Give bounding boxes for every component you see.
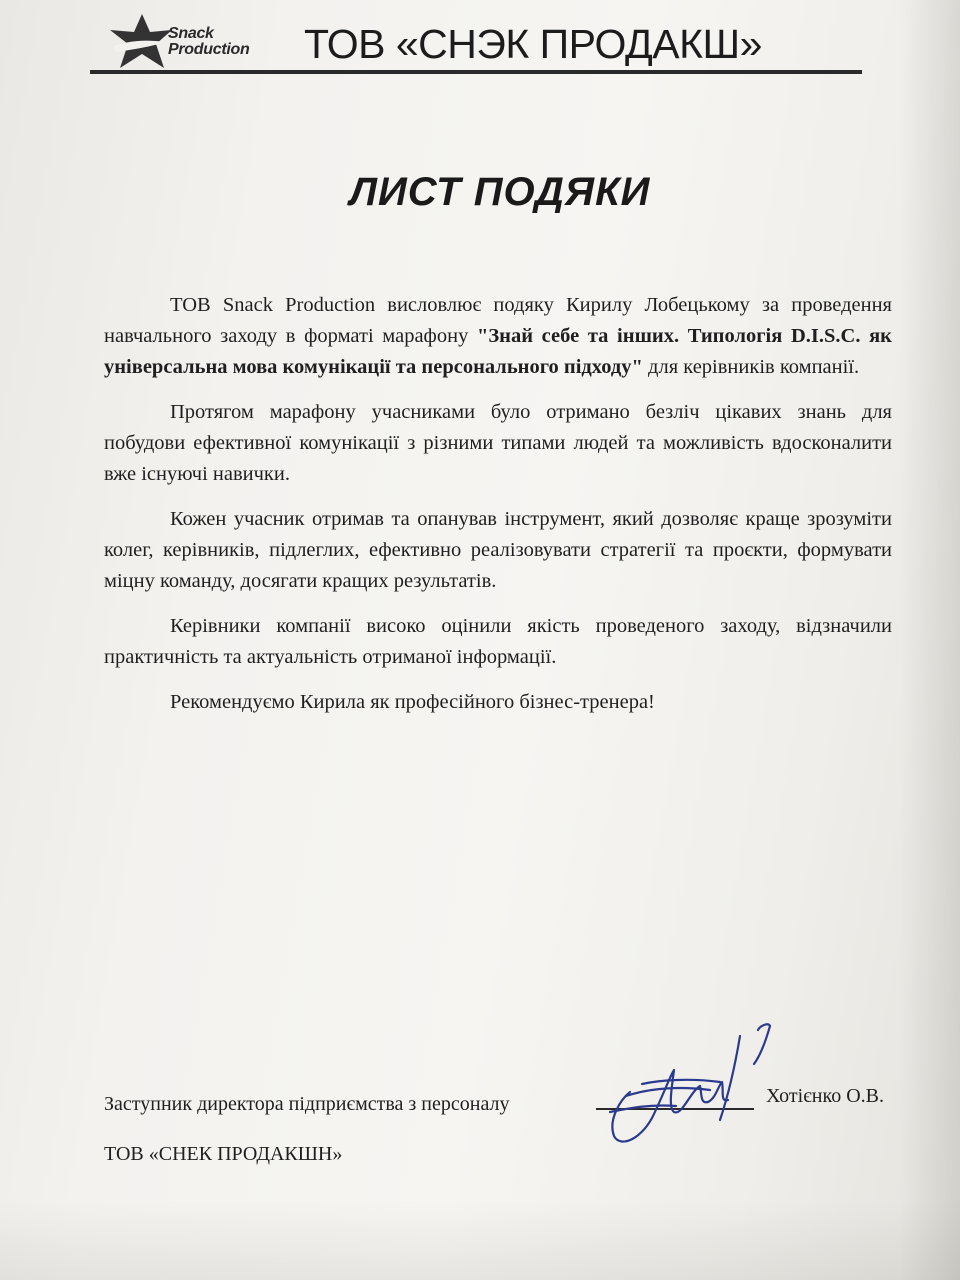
signer-name: Хотієнко О.В. [766,1085,884,1107]
letterhead [90,10,860,78]
logo-text-line2: Production [168,41,250,58]
logo-text-line1: Snack [168,25,214,42]
logo-text [168,26,249,58]
paragraph-3: Кожен учасник отримав та опанував інструмент, який дозволяє краще зрозуміти колег, керівників, підлеглих, ефективно реалізовувати стратегії та проєкти, формувати міцну команду, досягати кращих результатів. [104,508,892,592]
handwritten-signature [590,1000,800,1160]
paragraph-1-start: ТОВ Snack Production висловлює подяку Кирилу Лобецькому за проведення навчального заходу в форматі марафону [104,294,892,347]
letter-body [104,290,892,732]
company-name-heading: ТОВ «СНЭК ПРОДАКШ» [304,21,762,67]
star-logo-icon [106,12,176,72]
paragraph-4: Керівники компанії високо оцінили якість проведеного заходу, відзначили практичність та актуальність отриманої інформації. [104,615,892,668]
signer-position: Заступник директора підприємства з персоналу [104,1093,510,1115]
company-footer: ТОВ «СНЕК ПРОДАКШН» [104,1143,343,1165]
paragraph-1-end: для керівників компанії. [642,356,860,378]
letterhead-rule [90,70,862,74]
company-logo [106,12,276,72]
paper-shadow-bottom [0,1200,960,1280]
document-title: ЛИСТ ПОДЯКИ [349,170,651,214]
marathon-title: "Знай себе та інших. Типологія D.I.S.C. як універсальна мова комунікації та персонального підходу" [104,325,892,378]
paragraph-2: Протягом марафону учасниками було отримано безліч цікавих знань для побудови ефективної комунікації з різними типами людей та можливість вдосконалити вже існуючі навички. [104,401,892,485]
paragraph-5: Рекомендуємо Кирила як професійного бізнес-тренера! [170,691,655,713]
paragraph-1 [104,290,892,383]
